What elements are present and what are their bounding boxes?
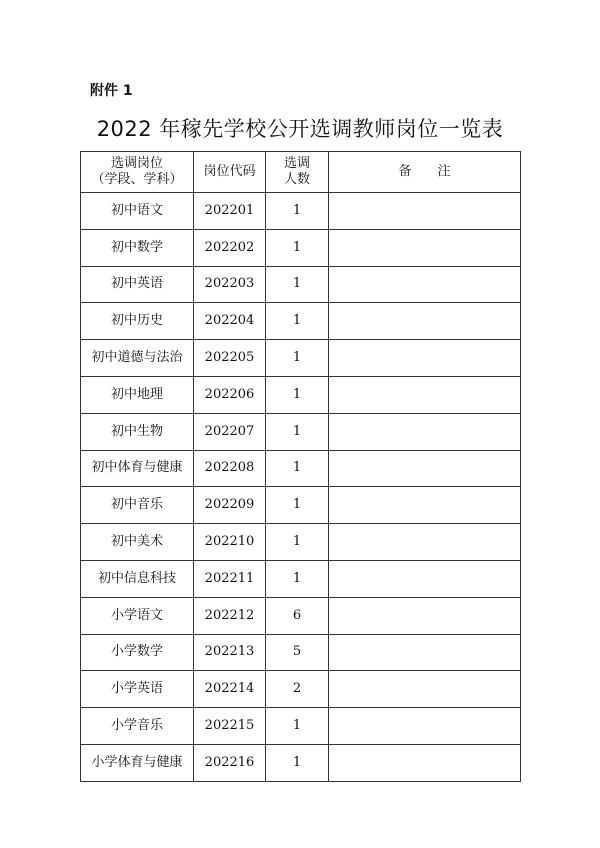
cell-count: 1	[266, 560, 329, 597]
table-row	[81, 744, 521, 781]
cell-notes	[329, 229, 521, 266]
cell-code: 202204	[194, 303, 266, 340]
cell-notes	[329, 376, 521, 413]
cell-post: 初中生物	[81, 413, 194, 450]
cell-count: 1	[266, 708, 329, 745]
cell-code: 202209	[194, 487, 266, 524]
cell-count: 1	[266, 413, 329, 450]
cell-count: 1	[266, 266, 329, 303]
cell-post: 初中历史	[81, 303, 194, 340]
cell-post: 初中音乐	[81, 487, 194, 524]
header-post-line2: （学段、学科）	[91, 172, 183, 187]
cell-notes	[329, 413, 521, 450]
table-row	[81, 376, 521, 413]
cell-code: 202211	[194, 560, 266, 597]
cell-notes	[329, 303, 521, 340]
cell-code: 202216	[194, 744, 266, 781]
cell-count: 1	[266, 193, 329, 230]
cell-post: 小学音乐	[81, 708, 194, 745]
cell-post: 小学语文	[81, 597, 194, 634]
cell-code: 202208	[194, 450, 266, 487]
cell-notes	[329, 597, 521, 634]
document-title: 2022 年稼先学校公开选调教师岗位一览表	[96, 117, 504, 141]
cell-post: 初中语文	[81, 193, 194, 230]
table-row	[81, 303, 521, 340]
cell-notes	[329, 524, 521, 561]
cell-notes	[329, 744, 521, 781]
cell-post: 初中地理	[81, 376, 194, 413]
cell-count: 6	[266, 597, 329, 634]
cell-post: 初中道德与法治	[81, 340, 194, 377]
table-row	[81, 708, 521, 745]
cell-count: 1	[266, 450, 329, 487]
cell-code: 202214	[194, 671, 266, 708]
cell-post: 小学数学	[81, 634, 194, 671]
table-row	[81, 634, 521, 671]
cell-code: 202213	[194, 634, 266, 671]
cell-code: 202210	[194, 524, 266, 561]
cell-code: 202215	[194, 708, 266, 745]
cell-notes	[329, 708, 521, 745]
cell-post: 初中体育与健康	[81, 450, 194, 487]
cell-post: 初中美术	[81, 524, 194, 561]
table-row	[81, 413, 521, 450]
cell-code: 202205	[194, 340, 266, 377]
table-row	[81, 266, 521, 303]
cell-count: 5	[266, 634, 329, 671]
cell-post: 初中英语	[81, 266, 194, 303]
cell-post: 初中信息科技	[81, 560, 194, 597]
header-post	[81, 152, 194, 193]
cell-notes	[329, 266, 521, 303]
cell-notes	[329, 487, 521, 524]
header-count	[266, 152, 329, 193]
positions-table	[80, 151, 521, 782]
cell-notes	[329, 634, 521, 671]
header-count-line1: 选调	[283, 156, 310, 171]
header-code: 岗位代码	[194, 152, 266, 193]
cell-notes	[329, 560, 521, 597]
cell-count: 1	[266, 487, 329, 524]
table-row	[81, 450, 521, 487]
table-row	[81, 193, 521, 230]
cell-count: 1	[266, 229, 329, 266]
cell-count: 1	[266, 340, 329, 377]
cell-notes	[329, 193, 521, 230]
cell-notes	[329, 340, 521, 377]
table-header	[81, 152, 521, 193]
cell-count: 1	[266, 303, 329, 340]
table-row	[81, 229, 521, 266]
attachment-label: 附件 1	[90, 83, 133, 99]
table-row	[81, 560, 521, 597]
header-post-line1: 选调岗位	[110, 156, 163, 171]
cell-code: 202206	[194, 376, 266, 413]
cell-code: 202201	[194, 193, 266, 230]
table-row	[81, 597, 521, 634]
cell-post: 小学英语	[81, 671, 194, 708]
table-row	[81, 487, 521, 524]
table-row	[81, 524, 521, 561]
cell-count: 1	[266, 524, 329, 561]
header-count-line2: 人数	[283, 172, 310, 187]
table-body	[81, 193, 521, 782]
cell-post: 小学体育与健康	[81, 744, 194, 781]
cell-count: 2	[266, 671, 329, 708]
cell-code: 202202	[194, 229, 266, 266]
table-row	[81, 671, 521, 708]
cell-code: 202203	[194, 266, 266, 303]
cell-code: 202207	[194, 413, 266, 450]
table-row	[81, 340, 521, 377]
cell-post: 初中数学	[81, 229, 194, 266]
header-notes: 备 注	[329, 152, 521, 193]
header-row	[81, 152, 521, 193]
cell-code: 202212	[194, 597, 266, 634]
cell-count: 1	[266, 376, 329, 413]
cell-notes	[329, 671, 521, 708]
cell-count: 1	[266, 744, 329, 781]
cell-notes	[329, 450, 521, 487]
